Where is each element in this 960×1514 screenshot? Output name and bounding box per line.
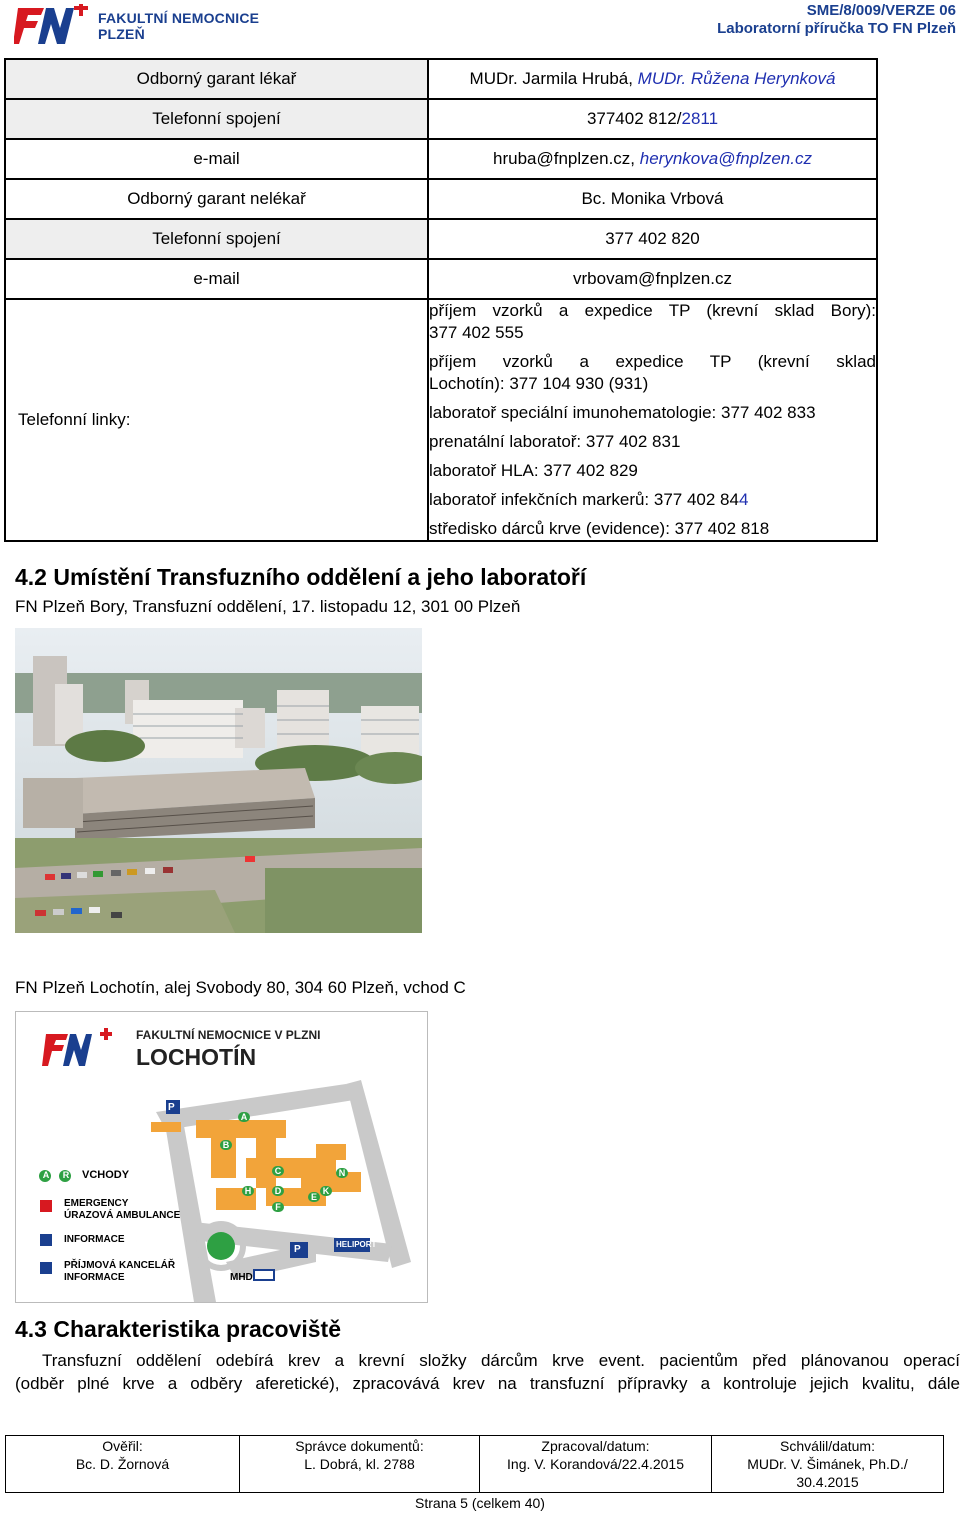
footer-value: Ing. V. Korandová/22.4.2015 [507,1456,684,1472]
address-lochotin: FN Plzeň Lochotín, alej Svobody 80, 304 60 Plzeň, vchod C [15,978,466,997]
line-item [429,489,876,511]
phone2-value: 377 402 820 [428,219,877,259]
footer-title: Zpracoval/datum: [541,1438,650,1454]
footer-value: Bc. D. Žornová [75,1456,170,1472]
address-bory: FN Plzeň Bory, Transfuzní oddělení, 17. listopadu 12, 301 00 Plzeň [15,597,521,616]
section-4-3-text-2: (odběr plné krve a odběry aferetické), zpracovává krev na transfuzní přípravky a kontroluje jejich kvalitu, dále [15,1374,960,1393]
section-4-3-text-1: Transfuzní oddělení odebírá krev a krevní složky dárcům krve event. pacientům před plánovanou operací [42,1351,960,1370]
map-site-name: LOCHOTÍN [136,1044,257,1070]
footer-title: Schválil/datum: [780,1438,875,1454]
legend-info: INFORMACE [64,1234,125,1245]
line-item: 377 402 555 [429,323,524,342]
email1-value [428,139,877,179]
line-item-text: laboratoř infekčních markerů: 377 402 84 [429,490,739,509]
map-org-name: FAKULTNÍ NEMOCNICE V PLZNI [136,1028,321,1042]
table-row [5,179,877,219]
footer-title: Ověřil: [102,1438,143,1454]
line-item: příjem vzorků a expedice TP (krevní sklad Bory): [429,301,876,320]
garant-lekar-name-1: MUDr. Jarmila Hrubá, [469,69,638,88]
garant-lekar-value [428,59,877,99]
phone1-ext: 2811 [681,109,719,128]
line-item: prenatální laboratoř: 377 402 831 [429,432,681,451]
map-letter-F: F [272,1202,284,1212]
footer-title: Správce dokumentů: [295,1438,424,1454]
hospital-logo [14,4,284,46]
legend-admission [64,1260,175,1284]
map-parking-icon: P [294,1244,301,1255]
legend-emergency-2: ÚRAZOVÁ AMBULANCE [64,1210,181,1221]
garant-nelekar-value: Bc. Monika Vrbová [428,179,877,219]
email1-label: e-mail [5,139,428,179]
phone1-value [428,99,877,139]
org-name: FAKULTNÍ NEMOCNICE PLZEŇ [98,10,260,42]
legend-emergency [64,1198,180,1222]
footer-value-date: 30.4.2015 [796,1474,859,1490]
table-row [5,299,877,541]
email2-label: e-mail [5,259,428,299]
doc-code: SME/8/009/VERZE 06 [806,2,956,19]
line-item: příjem vzorků a expedice TP (krevní sklad [429,352,876,371]
line-item: středisko dárců krve (evidence): 377 402 818 [429,519,770,538]
phone-lines-list [428,299,877,541]
map-parking-icon: P [168,1102,175,1113]
footer-cell-verified [6,1436,240,1493]
contacts-table [4,58,878,542]
line-item: Lochotín): 377 104 930 (931) [429,374,649,393]
map-letter-D: D [272,1186,284,1196]
line-item-digit: 4 [738,490,749,509]
footer-table [5,1435,944,1493]
section-heading-4-2: 4.2 Umístění Transfuzního oddělení a jeho laboratoří [15,564,587,590]
footer-cell-approved [712,1436,944,1493]
table-row [5,219,877,259]
map-letter-A: A [238,1112,250,1122]
map-letter-N: N [336,1168,348,1178]
garant-lekar-name-2: MUDr. Růžena Herynková [637,69,836,88]
legend-entrances: VCHODY [82,1169,130,1181]
map-heliport-label: HELIPORT [336,1240,377,1249]
garant-lekar-label: Odborný garant lékař [5,59,428,99]
map-letter-H: H [242,1186,254,1196]
phone2-label: Telefonní spojení [5,219,428,259]
email1-link-1[interactable]: hruba@fnplzen.cz, [493,149,640,168]
line-item: laboratoř HLA: 377 402 829 [429,461,638,480]
map-letter-B: B [220,1140,232,1150]
table-row [5,259,877,299]
doc-title: Laboratorní příručka TO FN Plzeň [717,20,956,37]
email1-link-2[interactable]: herynkova@fnplzen.cz [639,149,812,168]
map-letter-K: K [320,1186,332,1196]
map-letter-C: C [272,1166,284,1176]
table-row [5,59,877,99]
footer-value: L. Dobrá, kl. 2788 [304,1456,415,1472]
garant-nelekar-label: Odborný garant nelékař [5,179,428,219]
legend-emergency-1: EMERGENCY [64,1198,129,1209]
bory-hospital-photo [15,628,422,933]
footer-cell-prepared [480,1436,712,1493]
doc-header-right [717,2,956,38]
map-letter-E: E [308,1192,320,1202]
footer-cell-doc-admin [240,1436,480,1493]
legend-admission-1: PŘÍJMOVÁ KANCELÁŘ [64,1260,176,1271]
footer-value: MUDr. V. Šimánek, Ph.D./ [747,1456,908,1472]
phone1-label: Telefonní spojení [5,99,428,139]
fn-logo-icon [14,4,90,46]
section-heading-4-3: 4.3 Charakteristika pracoviště [15,1316,342,1342]
table-row [5,99,877,139]
phone-lines-label: Telefonní linky: [5,299,428,541]
map-mhd-label: MHD [230,1272,253,1283]
map-letter-R: R [62,1170,70,1180]
table-row [6,1436,944,1493]
email2-value[interactable]: vrbovam@fnplzen.cz [428,259,877,299]
legend-admission-2: INFORMACE [64,1272,125,1283]
page-number: Strana 5 (celkem 40) [415,1495,545,1511]
line-item: laboratoř speciální imunohematologie: 377 402 833 [429,403,816,422]
lochotin-map [15,1011,428,1303]
table-row [5,139,877,179]
map-letter-A: A [42,1170,50,1180]
phone1-number: 377402 812/ [586,109,682,128]
